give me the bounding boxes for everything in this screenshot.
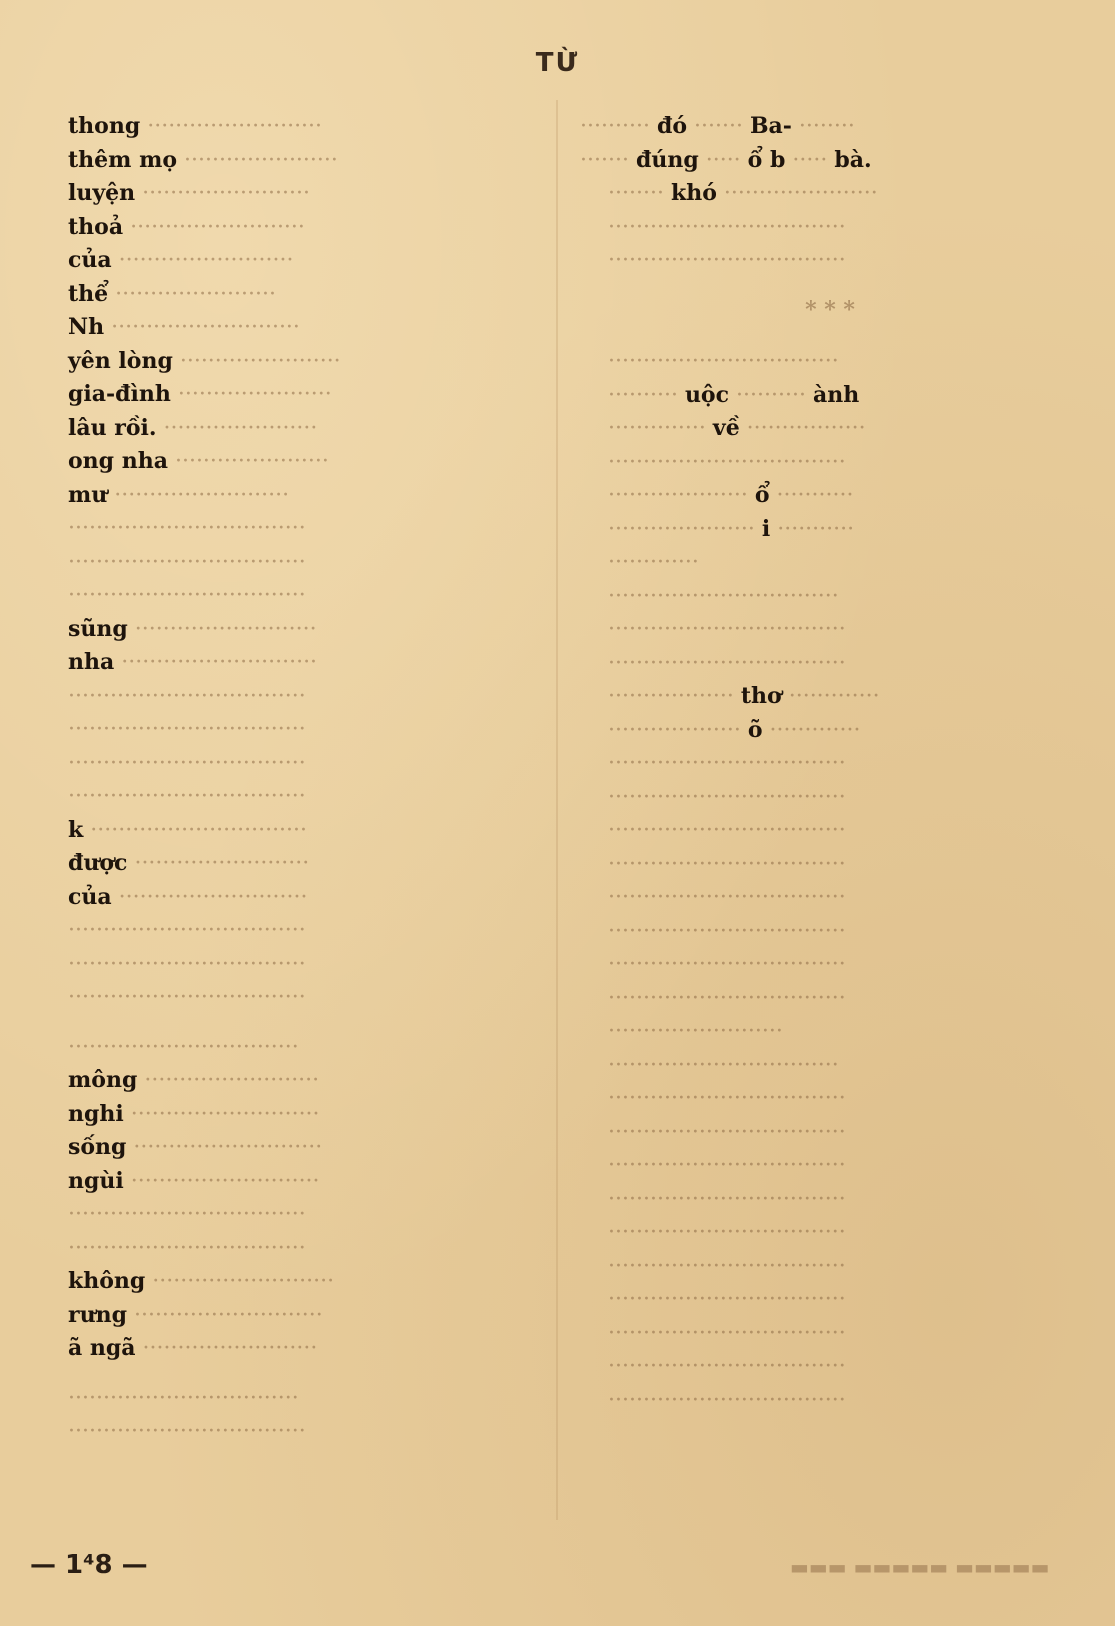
- text-line: ··································: [608, 1287, 846, 1312]
- text-line: ··································: [608, 918, 846, 944]
- text-line: lâu rồi. ······················: [68, 414, 318, 441]
- text-line: ·················· thơ ·············: [608, 683, 880, 709]
- paragraph-7: [580, 345, 1080, 580]
- text-line: ··································: [608, 851, 846, 877]
- text-line: ··································: [608, 952, 846, 977]
- text-line: ··································: [608, 248, 846, 273]
- text-line: ········ khó ······················: [608, 180, 878, 206]
- text-line: ·········· đó ······· Ba- ········: [580, 113, 855, 139]
- text-line: ··································: [608, 885, 846, 910]
- text-line: mư ·························: [68, 481, 290, 508]
- text-line: ··································: [608, 1153, 846, 1178]
- text-line: ··································: [68, 717, 306, 742]
- text-line: ··································: [608, 1086, 846, 1111]
- text-line: ··································: [608, 1387, 846, 1413]
- paragraph-gap: [40, 1366, 545, 1382]
- text-line: ·································: [608, 1052, 839, 1078]
- text-line: mông ·························: [68, 1067, 320, 1093]
- paragraph-4: [40, 1382, 545, 1449]
- text-line: ·························: [608, 1019, 783, 1044]
- text-line: ···················· ổ ···········: [608, 482, 854, 508]
- section-separator: * * *: [805, 296, 855, 323]
- text-line: ··································: [68, 516, 306, 541]
- text-line: được ·························: [68, 850, 310, 876]
- text-line: ··································: [608, 818, 846, 843]
- text-line: rưng ···························: [68, 1301, 323, 1328]
- text-line: ··································: [608, 214, 846, 240]
- text-line: ··················· õ ·············: [608, 716, 861, 743]
- text-line: ··································: [68, 1202, 306, 1227]
- text-line: ··································: [608, 1253, 846, 1279]
- left-column: [40, 110, 545, 1449]
- text-line: ·································: [68, 1034, 299, 1060]
- text-line: ··································: [68, 750, 306, 776]
- text-line: ··································: [68, 1419, 306, 1444]
- text-line: ··································: [68, 1235, 306, 1261]
- text-line: ··································: [608, 1320, 846, 1346]
- paragraph-2: [40, 311, 545, 1015]
- text-line: ······· đúng ····· ổ b ····· bà.: [580, 146, 872, 173]
- text-line: ··································: [608, 617, 846, 642]
- text-line: ·············· về ·················: [608, 415, 866, 441]
- text-line: ··································: [68, 683, 306, 709]
- text-line: ··································: [68, 985, 306, 1010]
- page-header: TỪ: [535, 48, 580, 78]
- text-line: của ···························: [68, 883, 308, 910]
- text-line: ·············: [608, 550, 699, 575]
- text-line: thoả ·························: [68, 213, 305, 240]
- paragraph-3: [40, 1031, 545, 1366]
- text-line: Nh ···························: [68, 314, 300, 340]
- text-line: nha ····························: [68, 649, 318, 675]
- text-line: ngùi ···························: [68, 1167, 320, 1194]
- text-line: ··································: [608, 784, 846, 810]
- page-number: — 1⁴8 —: [30, 1550, 148, 1580]
- text-line: ·································: [608, 349, 839, 374]
- text-line: ··································: [608, 1186, 846, 1212]
- text-line: thể ·······················: [68, 280, 276, 307]
- text-line: thêm mọ ······················: [68, 146, 338, 173]
- text-line: ··································: [68, 918, 306, 943]
- paragraph-5: [580, 110, 1080, 177]
- text-line: ong nha ······················: [68, 448, 329, 474]
- right-column: [580, 110, 1080, 1417]
- text-line: thong ·························: [68, 113, 323, 139]
- text-line: ··································: [608, 650, 846, 676]
- text-line: của ·························: [68, 247, 294, 273]
- text-line: ·································: [608, 583, 839, 609]
- paragraph-6: [580, 177, 1080, 278]
- text-line: sống ···························: [68, 1134, 323, 1160]
- text-line: ·········· uộc ·········· ành: [608, 381, 860, 408]
- text-line: gia-đình ······················: [68, 381, 332, 407]
- text-line: ··································: [608, 449, 846, 475]
- running-footer: ▬▬▬ ▬▬▬▬▬ ▬▬▬▬▬: [790, 1555, 1050, 1579]
- text-line: ··································: [608, 751, 846, 776]
- text-line: ··································: [608, 1119, 846, 1145]
- text-line: ··································: [608, 1354, 846, 1379]
- text-line: ã ngã ·························: [68, 1335, 318, 1361]
- text-line: ··································: [68, 951, 306, 977]
- paragraph-9: [580, 1049, 1080, 1418]
- column-gutter: [556, 100, 558, 1520]
- text-line: ··································: [608, 1220, 846, 1245]
- paragraph-gap: [40, 1015, 545, 1031]
- text-line: ··································: [68, 549, 306, 575]
- text-line: ·································: [68, 1385, 299, 1411]
- paragraph-1: [40, 110, 545, 311]
- text-line: ··································: [68, 784, 306, 809]
- text-line: luyện ························: [68, 180, 310, 206]
- text-line: ··································: [68, 583, 306, 608]
- text-line: ··································: [608, 985, 846, 1011]
- text-line: sũng ··························: [68, 615, 317, 642]
- text-line: yên lòng ·······················: [68, 347, 341, 374]
- text-line: k ·······························: [68, 816, 308, 843]
- text-line: ····················· i ···········: [608, 515, 855, 542]
- text-line: nghi ···························: [68, 1100, 320, 1127]
- paragraph-8: [580, 580, 1080, 1049]
- text-line: không ··························: [68, 1268, 335, 1294]
